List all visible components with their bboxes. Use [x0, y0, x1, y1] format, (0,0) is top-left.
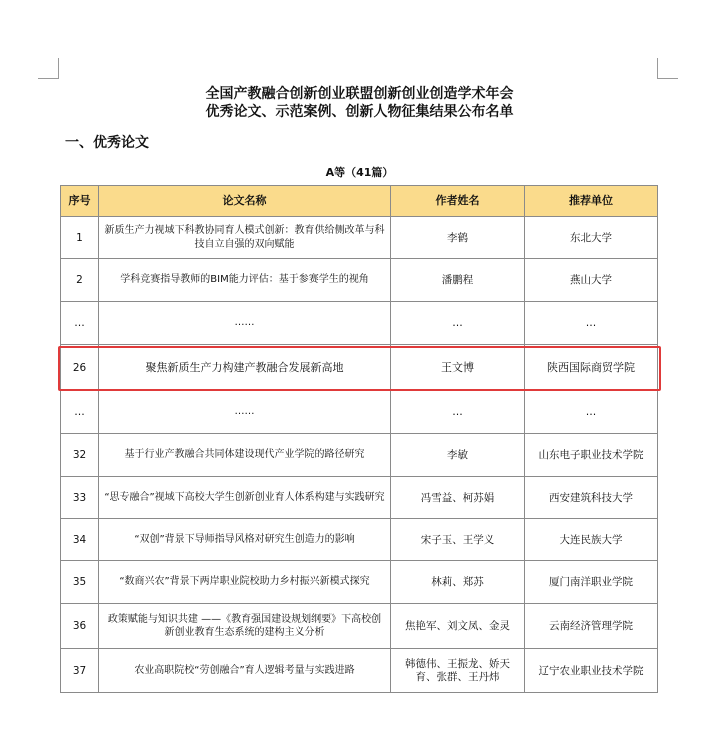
recommending-unit: 西安建筑科技大学	[525, 477, 658, 519]
column-header-title: 论文名称	[99, 186, 391, 217]
author-name: 韩德伟、王振龙、娇天育、张群、王丹炜	[391, 649, 525, 693]
table-header-row	[61, 186, 658, 217]
recommending-unit: 辽宁农业职业技术学院	[525, 649, 658, 693]
row-number: 33	[61, 477, 99, 519]
document-title-line-2: 优秀论文、示范案例、创新人物征集结果公布名单	[205, 104, 514, 120]
row-number: 1	[61, 217, 99, 259]
table-row	[61, 561, 658, 604]
author-name: …	[391, 391, 525, 434]
paper-title: “思专融合”视域下高校大学生创新创业育人体系构建与实践研究	[99, 477, 391, 519]
page-corner-mark-top-right	[657, 58, 678, 79]
section-heading: 一、优秀论文	[65, 135, 149, 151]
table-row	[61, 649, 658, 693]
page-corner-mark-top-left	[38, 58, 59, 79]
table-row-highlighted	[61, 345, 658, 391]
recommending-unit: …	[525, 302, 658, 345]
author-name: 宋子玉、王学义	[391, 519, 525, 561]
row-number: 34	[61, 519, 99, 561]
table-row	[61, 259, 658, 302]
row-number: 32	[61, 434, 99, 477]
paper-title: “双创”背景下导师指导风格对研究生创造力的影响	[99, 519, 391, 561]
paper-title: 新质生产力视域下科教协同育人模式创新：教育供给侧改革与科技自立自强的双向赋能	[99, 217, 391, 259]
row-number: 36	[61, 604, 99, 649]
table-row	[61, 477, 658, 519]
table-row	[61, 217, 658, 259]
author-name: 王文博	[391, 345, 525, 391]
recommending-unit: 大连民族大学	[525, 519, 658, 561]
table-row	[61, 519, 658, 561]
table-row	[61, 434, 658, 477]
author-name: 李鹤	[391, 217, 525, 259]
column-header-number: 序号	[61, 186, 99, 217]
row-number: 37	[61, 649, 99, 693]
recommending-unit: 东北大学	[525, 217, 658, 259]
recommending-unit: 云南经济管理学院	[525, 604, 658, 649]
recommending-unit: 陕西国际商贸学院	[525, 345, 658, 391]
recommending-unit: 厦门南洋职业学院	[525, 561, 658, 604]
paper-title: 政策赋能与知识共建 ——《教育强国建设规划纲要》下高校创新创业教育生态系统的建构主义分析	[99, 604, 391, 649]
paper-title: ……	[99, 302, 391, 345]
column-header-author: 作者姓名	[391, 186, 525, 217]
row-number: 2	[61, 259, 99, 302]
papers-table	[60, 185, 658, 693]
table-row	[61, 604, 658, 649]
document-title-line-1: 全国产教融合创新创业联盟创新创业创造学术年会	[205, 86, 514, 102]
recommending-unit: 燕山大学	[525, 259, 658, 302]
table-caption: A等（41篇）	[325, 166, 394, 179]
recommending-unit: 山东电子职业技术学院	[525, 434, 658, 477]
paper-title: 基于行业产教融合共同体建设现代产业学院的路径研究	[99, 434, 391, 477]
author-name: 李敏	[391, 434, 525, 477]
author-name: 焦艳军、刘文凤、金灵	[391, 604, 525, 649]
row-number: …	[61, 302, 99, 345]
table-row-ellipsis	[61, 302, 658, 345]
author-name: 潘鹏程	[391, 259, 525, 302]
author-name: …	[391, 302, 525, 345]
row-number: 35	[61, 561, 99, 604]
paper-title: 农业高职院校“劳创融合”育人逻辑考量与实践进路	[99, 649, 391, 693]
paper-title: ……	[99, 391, 391, 434]
paper-title: “数商兴农”背景下两岸职业院校助力乡村振兴新模式探究	[99, 561, 391, 604]
table-row-ellipsis	[61, 391, 658, 434]
paper-title: 学科竞赛指导教师的BIM能力评估：基于参赛学生的视角	[99, 259, 391, 302]
row-number: …	[61, 391, 99, 434]
paper-title: 聚焦新质生产力构建产教融合发展新高地	[99, 345, 391, 391]
recommending-unit: …	[525, 391, 658, 434]
author-name: 冯雪益、柯苏娟	[391, 477, 525, 519]
column-header-unit: 推荐单位	[525, 186, 658, 217]
row-number: 26	[61, 345, 99, 391]
author-name: 林莉、郑苏	[391, 561, 525, 604]
